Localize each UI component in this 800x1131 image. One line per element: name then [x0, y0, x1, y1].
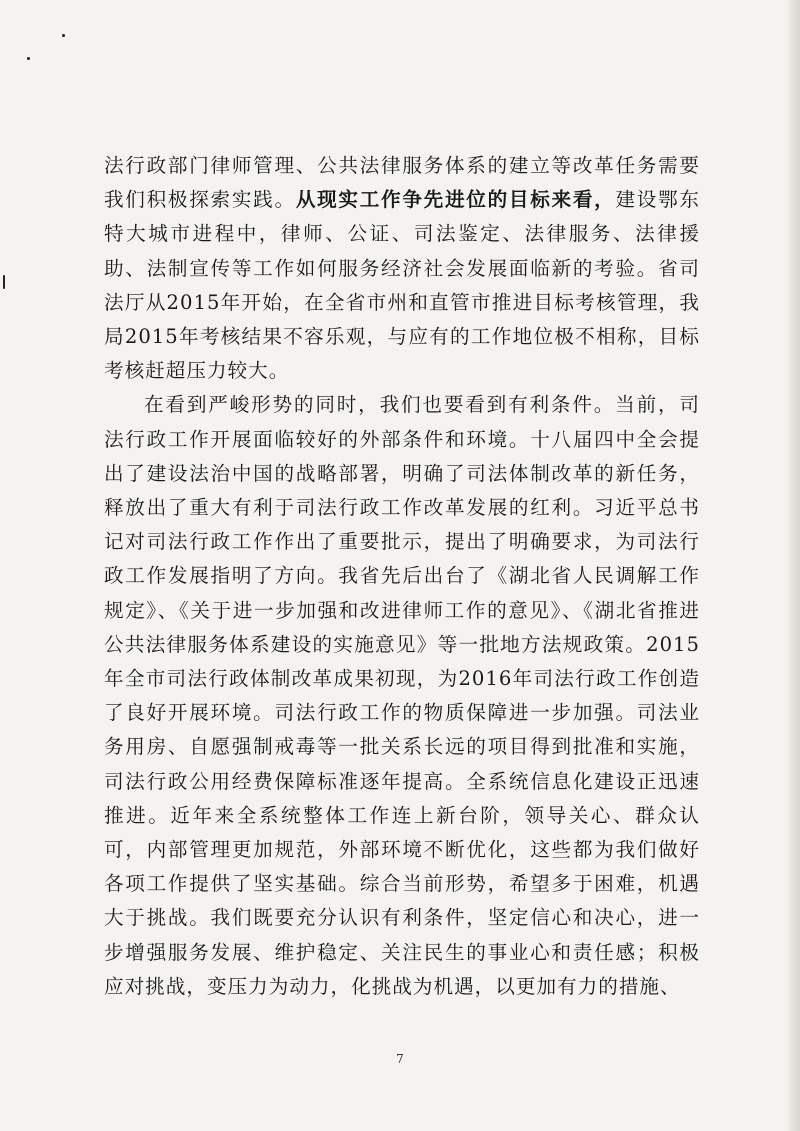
scan-edge-shadow [786, 0, 800, 1131]
paragraph-1-part-2: 建设鄂东特大城市进程中，律师、公证、司法鉴定、法律服务、法律援助、法制宣传等工作如何服务经济社会发展面临新的考验。省司法厅从2015年开始，在全省市州和直管市推进目标考核管理，我局2015年考核结果不容乐观，与应有的工作地位极不相称，目标考核赶超压力较大。 [104, 188, 701, 383]
paragraph-1-part-1: 法行政部门律师管理、公共法律服务体系的建立等改革任务需要我们积极探索实践。 [104, 154, 700, 212]
scan-speck [3, 275, 5, 289]
scan-speck [62, 34, 65, 37]
document-body [104, 149, 700, 1004]
scan-speck [27, 57, 30, 60]
paragraph-2: 在看到严峻形势的同时，我们也要看到有利条件。当前，司法行政工作开展面临较好的外部条件和环境。十八届四中全会提出了建设法治中国的战略部署，明确了司法体制改革的新任务，释放出了重大有利于司法行政工作改革发展的红利。习近平总书记对司法行政工作作出了重要批示，提出了明确要求，为司法行政工作发展指明了方向。我省先后出台了《湖北省人民调解工作规定》、《关于进一步加强和改进律师工作的意见》、《湖北省推进公共法律服务体系建设的实施意见》等一批地方法规政策。2015年全市司法行政体制改革成果初现，为2016年司法行政工作创造了良好开展环境。司法行政工作的物质保障进一步加强。司法业务用房、自愿强制戒毒等一批关系长远的项目得到批准和实施，司法行政公用经费保障标准逐年提高。全系统信息化建设正迅速推进。近年来全系统整体工作连上新台阶，领导关心、群众认可，内部管理更加规范，外部环境不断优化，这些都为我们做好各项工作提供了坚实基础。综合当前形势，希望多于困难，机遇大于挑战。我们既要充分认识有利条件，坚定信心和决心，进一步增强服务发展、维护稳定、关注民生的事业心和责任感；积极应对挑战，变压力为动力，化挑战为机遇，以更加有力的措施、 [104, 393, 700, 998]
page-number: 7 [396, 1052, 404, 1066]
paragraph-1 [104, 149, 700, 388]
paragraph-1-emphasis: 从现实工作争先进位的目标来看， [295, 188, 616, 212]
